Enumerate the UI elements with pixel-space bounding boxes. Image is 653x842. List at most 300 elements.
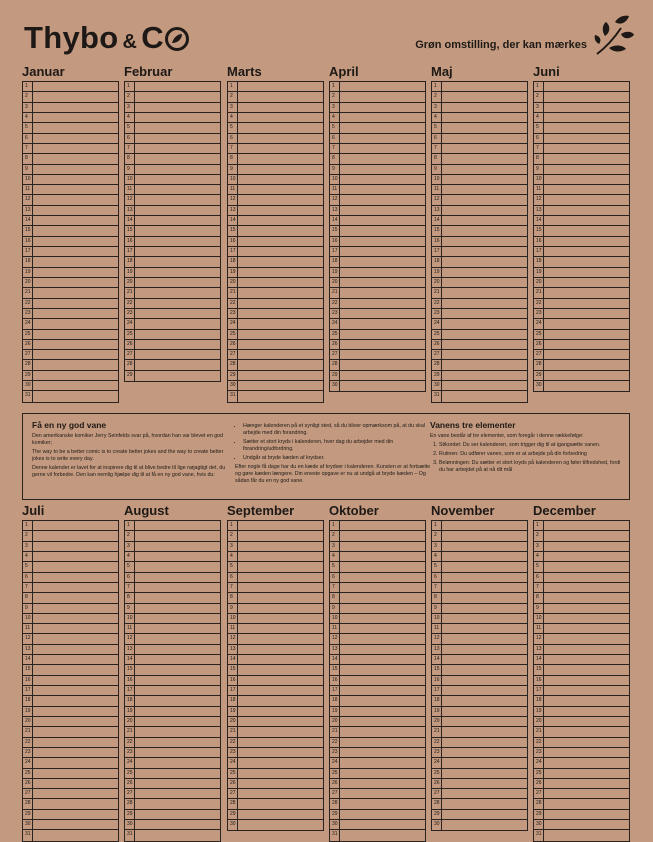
day-checkbox-cell[interactable] [135,573,220,582]
day-checkbox-cell[interactable] [544,113,629,122]
day-checkbox-cell[interactable] [442,134,527,143]
day-checkbox-cell[interactable] [135,717,220,726]
day-checkbox-cell[interactable] [340,614,425,623]
day-checkbox-cell[interactable] [544,257,629,266]
day-checkbox-cell[interactable] [238,123,323,132]
day-checkbox-cell[interactable] [135,154,220,163]
day-checkbox-cell[interactable] [238,593,323,602]
day-checkbox-cell[interactable] [238,758,323,767]
day-checkbox-cell[interactable] [544,278,629,287]
day-checkbox-cell[interactable] [442,268,527,277]
day-checkbox-cell[interactable] [340,665,425,674]
day-checkbox-cell[interactable] [238,604,323,613]
day-checkbox-cell[interactable] [442,521,527,530]
day-checkbox-cell[interactable] [33,299,118,308]
day-checkbox-cell[interactable] [544,226,629,235]
day-checkbox-cell[interactable] [340,727,425,736]
day-checkbox-cell[interactable] [340,604,425,613]
day-checkbox-cell[interactable] [135,82,220,91]
day-checkbox-cell[interactable] [33,330,118,339]
day-checkbox-cell[interactable] [442,330,527,339]
day-checkbox-cell[interactable] [442,655,527,664]
day-checkbox-cell[interactable] [238,299,323,308]
day-checkbox-cell[interactable] [544,531,629,540]
day-checkbox-cell[interactable] [340,288,425,297]
day-checkbox-cell[interactable] [442,319,527,328]
day-checkbox-cell[interactable] [340,226,425,235]
day-checkbox-cell[interactable] [442,278,527,287]
day-checkbox-cell[interactable] [544,521,629,530]
day-checkbox-cell[interactable] [544,371,629,380]
day-checkbox-cell[interactable] [340,573,425,582]
day-checkbox-cell[interactable] [33,624,118,633]
day-checkbox-cell[interactable] [33,113,118,122]
day-checkbox-cell[interactable] [544,350,629,359]
day-checkbox-cell[interactable] [340,103,425,112]
day-checkbox-cell[interactable] [33,665,118,674]
day-checkbox-cell[interactable] [135,360,220,369]
day-checkbox-cell[interactable] [238,789,323,798]
day-checkbox-cell[interactable] [33,820,118,829]
day-checkbox-cell[interactable] [340,257,425,266]
day-checkbox-cell[interactable] [544,175,629,184]
day-checkbox-cell[interactable] [442,634,527,643]
day-checkbox-cell[interactable] [135,330,220,339]
day-checkbox-cell[interactable] [340,583,425,592]
day-checkbox-cell[interactable] [442,165,527,174]
day-checkbox-cell[interactable] [135,552,220,561]
day-checkbox-cell[interactable] [340,381,425,391]
day-checkbox-cell[interactable] [238,391,323,401]
day-checkbox-cell[interactable] [442,371,527,380]
day-checkbox-cell[interactable] [544,830,629,840]
day-checkbox-cell[interactable] [33,779,118,788]
day-checkbox-cell[interactable] [33,103,118,112]
day-checkbox-cell[interactable] [544,624,629,633]
day-checkbox-cell[interactable] [33,531,118,540]
day-checkbox-cell[interactable] [33,309,118,318]
day-checkbox-cell[interactable] [340,799,425,808]
day-checkbox-cell[interactable] [33,350,118,359]
day-checkbox-cell[interactable] [442,707,527,716]
day-checkbox-cell[interactable] [33,604,118,613]
day-checkbox-cell[interactable] [33,696,118,705]
day-checkbox-cell[interactable] [442,175,527,184]
day-checkbox-cell[interactable] [33,727,118,736]
day-checkbox-cell[interactable] [340,521,425,530]
day-checkbox-cell[interactable] [340,717,425,726]
day-checkbox-cell[interactable] [135,799,220,808]
day-checkbox-cell[interactable] [238,103,323,112]
day-checkbox-cell[interactable] [135,769,220,778]
day-checkbox-cell[interactable] [238,371,323,380]
day-checkbox-cell[interactable] [544,665,629,674]
day-checkbox-cell[interactable] [442,562,527,571]
day-checkbox-cell[interactable] [544,330,629,339]
day-checkbox-cell[interactable] [238,330,323,339]
day-checkbox-cell[interactable] [442,340,527,349]
day-checkbox-cell[interactable] [442,299,527,308]
day-checkbox-cell[interactable] [340,634,425,643]
day-checkbox-cell[interactable] [135,237,220,246]
day-checkbox-cell[interactable] [135,257,220,266]
day-checkbox-cell[interactable] [442,738,527,747]
day-checkbox-cell[interactable] [135,624,220,633]
day-checkbox-cell[interactable] [135,696,220,705]
day-checkbox-cell[interactable] [238,521,323,530]
day-checkbox-cell[interactable] [33,206,118,215]
day-checkbox-cell[interactable] [135,340,220,349]
day-checkbox-cell[interactable] [33,593,118,602]
day-checkbox-cell[interactable] [238,185,323,194]
day-checkbox-cell[interactable] [340,593,425,602]
day-checkbox-cell[interactable] [544,309,629,318]
day-checkbox-cell[interactable] [340,154,425,163]
day-checkbox-cell[interactable] [340,144,425,153]
day-checkbox-cell[interactable] [135,521,220,530]
day-checkbox-cell[interactable] [544,614,629,623]
day-checkbox-cell[interactable] [135,206,220,215]
day-checkbox-cell[interactable] [544,319,629,328]
day-checkbox-cell[interactable] [238,696,323,705]
day-checkbox-cell[interactable] [340,216,425,225]
day-checkbox-cell[interactable] [442,360,527,369]
day-checkbox-cell[interactable] [340,247,425,256]
day-checkbox-cell[interactable] [442,645,527,654]
day-checkbox-cell[interactable] [442,216,527,225]
day-checkbox-cell[interactable] [135,134,220,143]
day-checkbox-cell[interactable] [238,381,323,390]
day-checkbox-cell[interactable] [544,727,629,736]
day-checkbox-cell[interactable] [340,748,425,757]
day-checkbox-cell[interactable] [33,82,118,91]
day-checkbox-cell[interactable] [442,247,527,256]
day-checkbox-cell[interactable] [238,82,323,91]
day-checkbox-cell[interactable] [442,727,527,736]
day-checkbox-cell[interactable] [238,542,323,551]
day-checkbox-cell[interactable] [544,103,629,112]
day-checkbox-cell[interactable] [33,789,118,798]
day-checkbox-cell[interactable] [340,82,425,91]
day-checkbox-cell[interactable] [135,686,220,695]
day-checkbox-cell[interactable] [135,103,220,112]
day-checkbox-cell[interactable] [238,738,323,747]
day-checkbox-cell[interactable] [544,604,629,613]
day-checkbox-cell[interactable] [442,573,527,582]
day-checkbox-cell[interactable] [238,175,323,184]
day-checkbox-cell[interactable] [135,830,220,840]
day-checkbox-cell[interactable] [442,665,527,674]
day-checkbox-cell[interactable] [238,655,323,664]
day-checkbox-cell[interactable] [544,593,629,602]
day-checkbox-cell[interactable] [33,830,118,840]
day-checkbox-cell[interactable] [135,309,220,318]
day-checkbox-cell[interactable] [544,92,629,101]
day-checkbox-cell[interactable] [340,624,425,633]
day-checkbox-cell[interactable] [33,717,118,726]
day-checkbox-cell[interactable] [33,799,118,808]
day-checkbox-cell[interactable] [442,185,527,194]
day-checkbox-cell[interactable] [238,350,323,359]
day-checkbox-cell[interactable] [544,134,629,143]
day-checkbox-cell[interactable] [544,268,629,277]
day-checkbox-cell[interactable] [544,381,629,391]
day-checkbox-cell[interactable] [238,154,323,163]
day-checkbox-cell[interactable] [33,738,118,747]
day-checkbox-cell[interactable] [442,624,527,633]
day-checkbox-cell[interactable] [544,216,629,225]
day-checkbox-cell[interactable] [442,552,527,561]
day-checkbox-cell[interactable] [135,634,220,643]
day-checkbox-cell[interactable] [135,288,220,297]
day-checkbox-cell[interactable] [33,552,118,561]
day-checkbox-cell[interactable] [340,707,425,716]
day-checkbox-cell[interactable] [544,247,629,256]
day-checkbox-cell[interactable] [135,144,220,153]
day-checkbox-cell[interactable] [135,655,220,664]
day-checkbox-cell[interactable] [544,779,629,788]
day-checkbox-cell[interactable] [442,748,527,757]
day-checkbox-cell[interactable] [135,92,220,101]
day-checkbox-cell[interactable] [238,562,323,571]
day-checkbox-cell[interactable] [135,319,220,328]
day-checkbox-cell[interactable] [238,748,323,757]
day-checkbox-cell[interactable] [544,799,629,808]
day-checkbox-cell[interactable] [442,758,527,767]
day-checkbox-cell[interactable] [33,634,118,643]
day-checkbox-cell[interactable] [442,583,527,592]
day-checkbox-cell[interactable] [340,655,425,664]
day-checkbox-cell[interactable] [340,268,425,277]
day-checkbox-cell[interactable] [33,175,118,184]
day-checkbox-cell[interactable] [442,391,527,401]
day-checkbox-cell[interactable] [238,195,323,204]
day-checkbox-cell[interactable] [238,278,323,287]
day-checkbox-cell[interactable] [340,779,425,788]
day-checkbox-cell[interactable] [544,552,629,561]
day-checkbox-cell[interactable] [135,645,220,654]
day-checkbox-cell[interactable] [442,531,527,540]
day-checkbox-cell[interactable] [33,686,118,695]
day-checkbox-cell[interactable] [238,779,323,788]
day-checkbox-cell[interactable] [33,288,118,297]
day-checkbox-cell[interactable] [442,103,527,112]
day-checkbox-cell[interactable] [442,288,527,297]
day-checkbox-cell[interactable] [135,216,220,225]
day-checkbox-cell[interactable] [135,247,220,256]
day-checkbox-cell[interactable] [442,144,527,153]
day-checkbox-cell[interactable] [442,696,527,705]
day-checkbox-cell[interactable] [33,319,118,328]
day-checkbox-cell[interactable] [544,237,629,246]
day-checkbox-cell[interactable] [135,593,220,602]
day-checkbox-cell[interactable] [238,573,323,582]
day-checkbox-cell[interactable] [238,531,323,540]
day-checkbox-cell[interactable] [135,350,220,359]
day-checkbox-cell[interactable] [340,319,425,328]
day-checkbox-cell[interactable] [238,268,323,277]
day-checkbox-cell[interactable] [340,562,425,571]
day-checkbox-cell[interactable] [340,278,425,287]
day-checkbox-cell[interactable] [33,165,118,174]
day-checkbox-cell[interactable] [238,113,323,122]
day-checkbox-cell[interactable] [238,309,323,318]
day-checkbox-cell[interactable] [340,542,425,551]
day-checkbox-cell[interactable] [442,810,527,819]
day-checkbox-cell[interactable] [340,360,425,369]
day-checkbox-cell[interactable] [340,175,425,184]
day-checkbox-cell[interactable] [33,154,118,163]
day-checkbox-cell[interactable] [33,92,118,101]
day-checkbox-cell[interactable] [544,676,629,685]
day-checkbox-cell[interactable] [33,381,118,390]
day-checkbox-cell[interactable] [340,371,425,380]
day-checkbox-cell[interactable] [544,717,629,726]
day-checkbox-cell[interactable] [340,134,425,143]
day-checkbox-cell[interactable] [135,542,220,551]
day-checkbox-cell[interactable] [442,593,527,602]
day-checkbox-cell[interactable] [442,123,527,132]
day-checkbox-cell[interactable] [340,676,425,685]
day-checkbox-cell[interactable] [135,779,220,788]
day-checkbox-cell[interactable] [544,748,629,757]
day-checkbox-cell[interactable] [135,707,220,716]
day-checkbox-cell[interactable] [238,165,323,174]
day-checkbox-cell[interactable] [544,820,629,829]
day-checkbox-cell[interactable] [238,799,323,808]
day-checkbox-cell[interactable] [442,381,527,390]
day-checkbox-cell[interactable] [340,340,425,349]
day-checkbox-cell[interactable] [340,123,425,132]
day-checkbox-cell[interactable] [442,676,527,685]
day-checkbox-cell[interactable] [135,226,220,235]
day-checkbox-cell[interactable] [340,237,425,246]
day-checkbox-cell[interactable] [33,676,118,685]
day-checkbox-cell[interactable] [135,185,220,194]
day-checkbox-cell[interactable] [340,92,425,101]
day-checkbox-cell[interactable] [544,686,629,695]
day-checkbox-cell[interactable] [135,727,220,736]
day-checkbox-cell[interactable] [135,165,220,174]
day-checkbox-cell[interactable] [135,278,220,287]
day-checkbox-cell[interactable] [340,195,425,204]
day-checkbox-cell[interactable] [135,789,220,798]
day-checkbox-cell[interactable] [135,268,220,277]
day-checkbox-cell[interactable] [135,820,220,829]
day-checkbox-cell[interactable] [238,226,323,235]
day-checkbox-cell[interactable] [544,299,629,308]
day-checkbox-cell[interactable] [135,583,220,592]
day-checkbox-cell[interactable] [340,185,425,194]
day-checkbox-cell[interactable] [33,521,118,530]
day-checkbox-cell[interactable] [135,195,220,204]
day-checkbox-cell[interactable] [544,82,629,91]
day-checkbox-cell[interactable] [442,686,527,695]
day-checkbox-cell[interactable] [544,542,629,551]
day-checkbox-cell[interactable] [544,562,629,571]
day-checkbox-cell[interactable] [135,113,220,122]
day-checkbox-cell[interactable] [33,655,118,664]
day-checkbox-cell[interactable] [238,665,323,674]
day-checkbox-cell[interactable] [442,350,527,359]
day-checkbox-cell[interactable] [238,583,323,592]
day-checkbox-cell[interactable] [544,758,629,767]
day-checkbox-cell[interactable] [238,645,323,654]
day-checkbox-cell[interactable] [33,707,118,716]
day-checkbox-cell[interactable] [238,624,323,633]
day-checkbox-cell[interactable] [544,634,629,643]
day-checkbox-cell[interactable] [135,758,220,767]
day-checkbox-cell[interactable] [135,175,220,184]
day-checkbox-cell[interactable] [544,185,629,194]
day-checkbox-cell[interactable] [340,206,425,215]
day-checkbox-cell[interactable] [340,789,425,798]
day-checkbox-cell[interactable] [442,113,527,122]
day-checkbox-cell[interactable] [33,562,118,571]
day-checkbox-cell[interactable] [340,810,425,819]
day-checkbox-cell[interactable] [238,686,323,695]
day-checkbox-cell[interactable] [135,676,220,685]
day-checkbox-cell[interactable] [238,144,323,153]
day-checkbox-cell[interactable] [442,769,527,778]
day-checkbox-cell[interactable] [135,299,220,308]
day-checkbox-cell[interactable] [238,247,323,256]
day-checkbox-cell[interactable] [340,330,425,339]
day-checkbox-cell[interactable] [442,614,527,623]
day-checkbox-cell[interactable] [442,799,527,808]
day-checkbox-cell[interactable] [33,123,118,132]
day-checkbox-cell[interactable] [33,645,118,654]
day-checkbox-cell[interactable] [340,531,425,540]
day-checkbox-cell[interactable] [135,738,220,747]
day-checkbox-cell[interactable] [238,92,323,101]
day-checkbox-cell[interactable] [238,614,323,623]
day-checkbox-cell[interactable] [135,748,220,757]
day-checkbox-cell[interactable] [442,604,527,613]
day-checkbox-cell[interactable] [238,676,323,685]
day-checkbox-cell[interactable] [238,717,323,726]
day-checkbox-cell[interactable] [544,707,629,716]
day-checkbox-cell[interactable] [442,206,527,215]
day-checkbox-cell[interactable] [238,727,323,736]
day-checkbox-cell[interactable] [135,123,220,132]
day-checkbox-cell[interactable] [33,134,118,143]
day-checkbox-cell[interactable] [340,769,425,778]
day-checkbox-cell[interactable] [442,92,527,101]
day-checkbox-cell[interactable] [340,309,425,318]
day-checkbox-cell[interactable] [238,820,323,830]
day-checkbox-cell[interactable] [544,123,629,132]
day-checkbox-cell[interactable] [442,226,527,235]
day-checkbox-cell[interactable] [33,371,118,380]
day-checkbox-cell[interactable] [544,195,629,204]
day-checkbox-cell[interactable] [33,257,118,266]
day-checkbox-cell[interactable] [135,614,220,623]
day-checkbox-cell[interactable] [33,278,118,287]
day-checkbox-cell[interactable] [544,696,629,705]
day-checkbox-cell[interactable] [135,371,220,381]
day-checkbox-cell[interactable] [544,583,629,592]
day-checkbox-cell[interactable] [33,583,118,592]
day-checkbox-cell[interactable] [33,769,118,778]
day-checkbox-cell[interactable] [238,360,323,369]
day-checkbox-cell[interactable] [544,165,629,174]
day-checkbox-cell[interactable] [442,154,527,163]
day-checkbox-cell[interactable] [238,288,323,297]
day-checkbox-cell[interactable] [33,216,118,225]
day-checkbox-cell[interactable] [442,195,527,204]
day-checkbox-cell[interactable] [442,820,527,830]
